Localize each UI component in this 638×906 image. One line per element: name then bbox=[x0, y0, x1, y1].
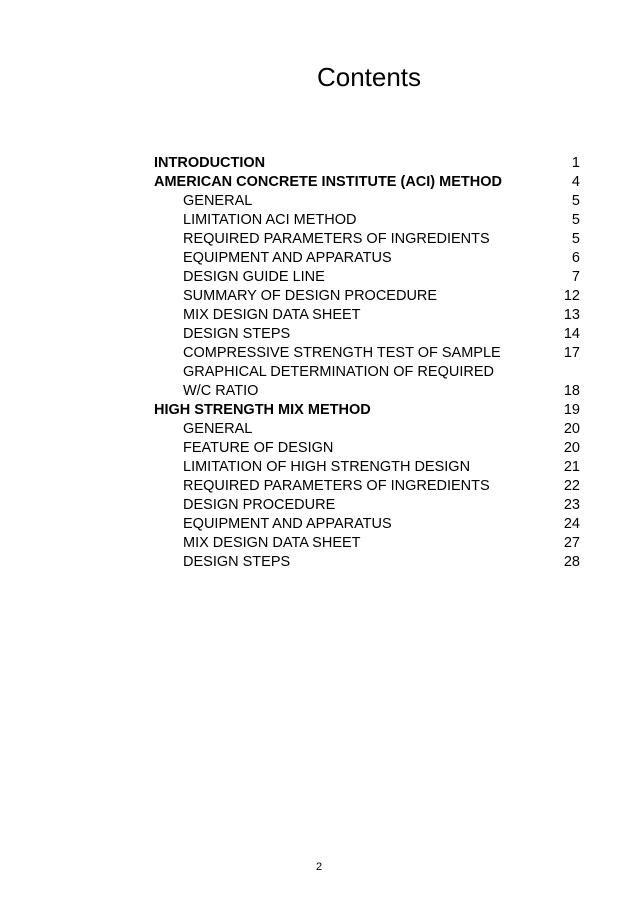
toc-entry-page: 28 bbox=[563, 554, 580, 570]
toc-entry-aci-method[interactable] bbox=[154, 173, 580, 192]
toc-entry-hs-design-steps[interactable] bbox=[154, 553, 580, 572]
toc-entry-aci-general[interactable] bbox=[154, 192, 580, 211]
toc-entry-page: 5 bbox=[571, 212, 580, 228]
toc-entry-page: 1 bbox=[571, 155, 580, 171]
toc-entry-aci-compressive-test[interactable] bbox=[154, 344, 580, 363]
toc-entry-page: 19 bbox=[563, 402, 580, 418]
toc-entry-page: 7 bbox=[571, 269, 580, 285]
toc-entry-hs-feature[interactable] bbox=[154, 439, 580, 458]
toc-entry-title: REQUIRED PARAMETERS OF INGREDIENTS bbox=[183, 478, 490, 494]
toc-entry-title: LIMITATION ACI METHOD bbox=[183, 212, 357, 228]
toc-entry-hs-limitation[interactable] bbox=[154, 458, 580, 477]
toc-entry-hs-parameters[interactable] bbox=[154, 477, 580, 496]
toc-entry-title: EQUIPMENT AND APPARATUS bbox=[183, 250, 392, 266]
toc-entry-aci-graphical[interactable] bbox=[154, 363, 580, 382]
toc-entry-page: 5 bbox=[571, 231, 580, 247]
toc-entry-aci-equipment[interactable] bbox=[154, 249, 580, 268]
toc-entry-title: GENERAL bbox=[183, 421, 253, 437]
toc-entry-title: REQUIRED PARAMETERS OF INGREDIENTS bbox=[183, 231, 490, 247]
toc-entry-aci-limitation[interactable] bbox=[154, 211, 580, 230]
toc-entry-aci-parameters[interactable] bbox=[154, 230, 580, 249]
toc-entry-title: MIX DESIGN DATA SHEET bbox=[183, 307, 361, 323]
toc-entry-title: MIX DESIGN DATA SHEET bbox=[183, 535, 361, 551]
toc-entry-aci-design-steps[interactable] bbox=[154, 325, 580, 344]
toc-entry-hs-data-sheet[interactable] bbox=[154, 534, 580, 553]
page-number: 2 bbox=[315, 861, 323, 873]
table-of-contents bbox=[154, 154, 580, 572]
toc-entry-title: DESIGN STEPS bbox=[183, 326, 291, 342]
toc-entry-page: 20 bbox=[563, 421, 580, 437]
toc-entry-page: 14 bbox=[563, 326, 580, 342]
toc-entry-title: FEATURE OF DESIGN bbox=[183, 440, 334, 456]
toc-entry-page: 18 bbox=[563, 383, 580, 399]
toc-entry-title: INTRODUCTION bbox=[154, 155, 266, 171]
toc-entry-page: 24 bbox=[563, 516, 580, 532]
toc-entry-title: COMPRESSIVE STRENGTH TEST OF SAMPLE bbox=[183, 345, 501, 361]
toc-entry-page: 23 bbox=[563, 497, 580, 513]
toc-entry-title: GENERAL bbox=[183, 193, 253, 209]
toc-entry-page: 22 bbox=[563, 478, 580, 494]
toc-entry-title: LIMITATION OF HIGH STRENGTH DESIGN bbox=[183, 459, 471, 475]
toc-entry-page: 13 bbox=[563, 307, 580, 323]
toc-entry-title: GRAPHICAL DETERMINATION OF REQUIRED bbox=[183, 364, 494, 380]
toc-entry-aci-guideline[interactable] bbox=[154, 268, 580, 287]
toc-entry-page: 12 bbox=[563, 288, 580, 304]
toc-entry-title: DESIGN PROCEDURE bbox=[183, 497, 336, 513]
toc-entry-page: 27 bbox=[563, 535, 580, 551]
toc-entry-hs-equipment[interactable] bbox=[154, 515, 580, 534]
toc-entry-page: 6 bbox=[571, 250, 580, 266]
toc-entry-title: HIGH STRENGTH MIX METHOD bbox=[154, 402, 371, 418]
toc-entry-page: 20 bbox=[563, 440, 580, 456]
toc-entry-introduction[interactable] bbox=[154, 154, 580, 173]
toc-entry-title: DESIGN STEPS bbox=[183, 554, 291, 570]
toc-entry-title: AMERICAN CONCRETE INSTITUTE (ACI) METHOD bbox=[154, 174, 502, 190]
toc-entry-hs-general[interactable] bbox=[154, 420, 580, 439]
toc-entry-hs-procedure[interactable] bbox=[154, 496, 580, 515]
toc-entry-page: 21 bbox=[563, 459, 580, 475]
toc-entry-page: 5 bbox=[571, 193, 580, 209]
toc-entry-title: W/C RATIO bbox=[183, 383, 259, 399]
toc-entry-title: DESIGN GUIDE LINE bbox=[183, 269, 325, 285]
toc-entry-aci-data-sheet[interactable] bbox=[154, 306, 580, 325]
toc-entry-title: EQUIPMENT AND APPARATUS bbox=[183, 516, 392, 532]
toc-entry-page: 17 bbox=[563, 345, 580, 361]
toc-entry-aci-wc-ratio[interactable] bbox=[154, 382, 580, 401]
page-title: Contents bbox=[316, 62, 422, 92]
toc-entry-page: 4 bbox=[571, 174, 580, 190]
toc-entry-aci-summary[interactable] bbox=[154, 287, 580, 306]
toc-entry-high-strength-method[interactable] bbox=[154, 401, 580, 420]
toc-entry-title: SUMMARY OF DESIGN PROCEDURE bbox=[183, 288, 438, 304]
